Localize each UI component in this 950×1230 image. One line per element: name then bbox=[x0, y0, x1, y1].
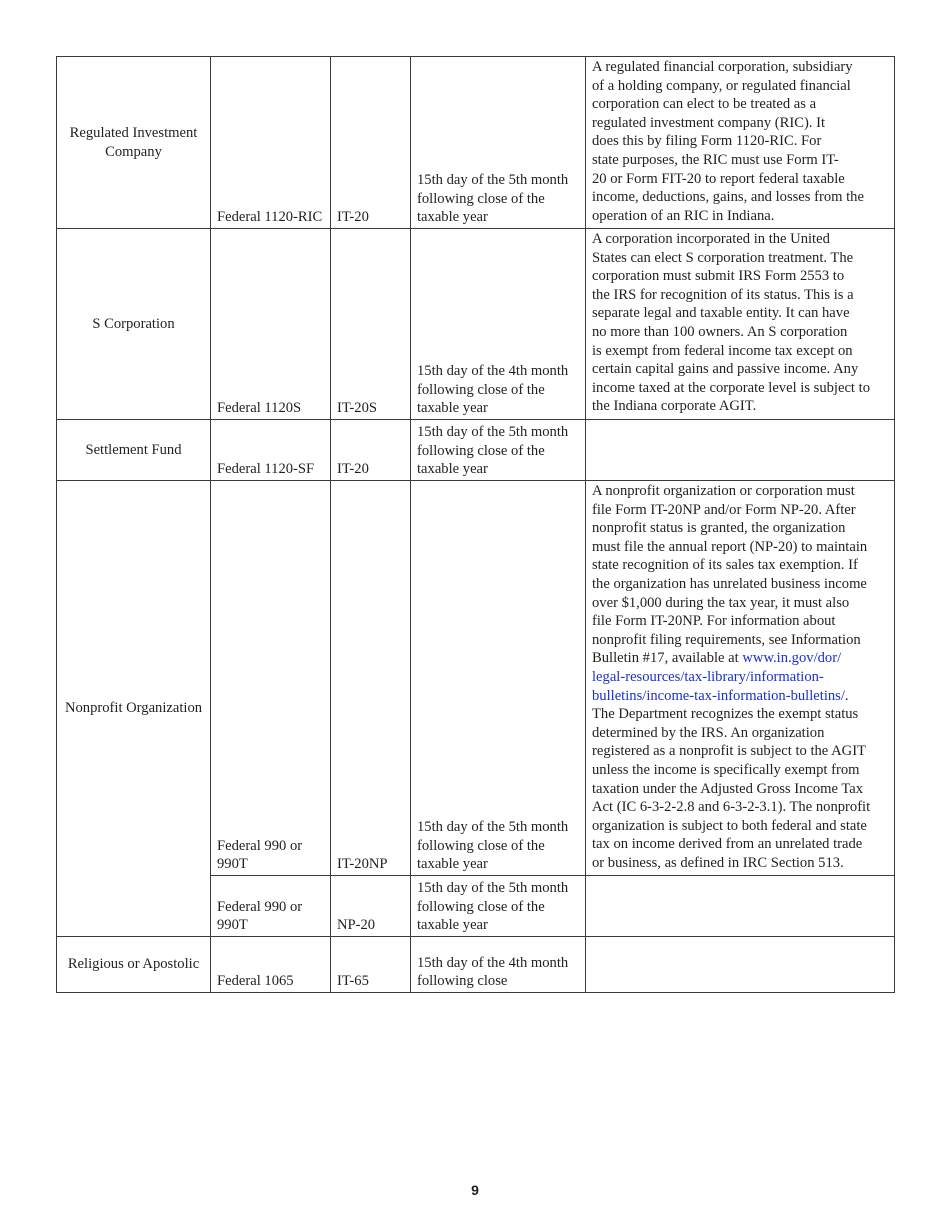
state-form-cell: IT-20 bbox=[331, 420, 411, 481]
notes-cell bbox=[586, 937, 895, 993]
state-form-cell: IT-20 bbox=[331, 57, 411, 229]
note-line: registered as a nonprofit is subject to the AGIT bbox=[592, 743, 866, 760]
note-line: is exempt from federal income tax except on bbox=[592, 342, 853, 359]
note-line bbox=[592, 649, 888, 668]
note-line: determined by the IRS. An organization bbox=[592, 724, 825, 741]
note-line: operation of an RIC in Indiana. bbox=[592, 207, 775, 224]
notes-cell bbox=[586, 229, 895, 420]
note-line: nonprofit filing requirements, see Information bbox=[592, 631, 861, 648]
note-line: income taxed at the corporate level is subject to bbox=[592, 379, 870, 396]
note-line bbox=[592, 687, 888, 706]
note-line: state purposes, the RIC must use Form IT- bbox=[592, 151, 839, 168]
state-form-cell: NP-20 bbox=[331, 876, 411, 937]
note-line: file Form IT-20NP and/or Form NP-20. After bbox=[592, 501, 856, 518]
table-row-religious bbox=[57, 937, 895, 993]
note-line: the IRS for recognition of its status. This is a bbox=[592, 286, 854, 303]
note-line: state recognition of its sales tax exemption. If bbox=[592, 557, 858, 574]
note-line: 20 or Form FIT-20 to report federal taxable bbox=[592, 170, 845, 187]
note-line: nonprofit status is granted, the organization bbox=[592, 520, 846, 537]
info-bulletins-link[interactable]: legal-resources/tax-library/information- bbox=[592, 668, 824, 685]
note-line: file Form IT-20NP. For information about bbox=[592, 613, 836, 630]
due-date-cell: 15th day of the 5th month following close of the taxable year bbox=[411, 57, 586, 229]
note-line: unless the income is specifically exempt from bbox=[592, 761, 860, 778]
federal-form-cell: Federal 1065 bbox=[211, 937, 331, 993]
entity-type-cell: Religious or Apostolic bbox=[57, 937, 211, 993]
table-row-nonprofit bbox=[57, 481, 895, 876]
note-line: certain capital gains and passive income. Any bbox=[592, 361, 859, 378]
note-line: no more than 100 owners. An S corporation bbox=[592, 323, 848, 340]
bulletin-prefix: Bulletin #17, available at bbox=[592, 650, 743, 667]
notes-cell bbox=[586, 481, 895, 876]
note-line: corporation can elect to be treated as a bbox=[592, 96, 817, 113]
link-suffix: . bbox=[844, 687, 849, 704]
table-row-s-corporation bbox=[57, 229, 895, 420]
note-line: or business, as defined in IRC Section 513. bbox=[592, 854, 844, 871]
note-line: Act (IC 6-3-2-2.8 and 6-3-2-3.1). The nonprofit bbox=[592, 799, 871, 816]
note-line: separate legal and taxable entity. It can have bbox=[592, 305, 850, 322]
notes-cell bbox=[586, 420, 895, 481]
note-line: States can elect S corporation treatment. The bbox=[592, 249, 854, 266]
state-form-cell: IT-65 bbox=[331, 937, 411, 993]
note-line: regulated investment company (RIC). It bbox=[592, 114, 826, 131]
info-bulletins-link[interactable]: bulletins/income-tax-information-bulletins/ bbox=[592, 687, 845, 704]
entity-type-cell: Regulated Investment Company bbox=[57, 57, 211, 229]
entity-type-cell: Nonprofit Organization bbox=[57, 481, 211, 937]
filing-requirements-table bbox=[56, 56, 895, 993]
note-line: A nonprofit organization or corporation must bbox=[592, 483, 855, 499]
note-line: does this by filing Form 1120-RIC. For bbox=[592, 133, 822, 150]
note-line: of a holding company, or regulated financial bbox=[592, 77, 851, 94]
federal-form-cell: Federal 1120-SF bbox=[211, 420, 331, 481]
federal-form-cell: Federal 990 or 990T bbox=[211, 481, 331, 876]
note-line: corporation must submit IRS Form 2553 to bbox=[592, 268, 845, 285]
info-bulletins-link[interactable]: www.in.gov/dor/ bbox=[742, 650, 842, 667]
note-line: taxation under the Adjusted Gross Income Tax bbox=[592, 780, 864, 797]
note-line: A regulated financial corporation, subsidiary bbox=[592, 59, 853, 75]
due-date-cell: 15th day of the 5th month following close of the taxable year bbox=[411, 481, 586, 876]
federal-form-cell: Federal 1120-RIC bbox=[211, 57, 331, 229]
table-row-settlement-fund bbox=[57, 420, 895, 481]
note-line: income, deductions, gains, and losses from the bbox=[592, 189, 864, 206]
due-date-cell: 15th day of the 4th month following close bbox=[411, 937, 586, 993]
federal-form-cell: Federal 1120S bbox=[211, 229, 331, 420]
federal-form-cell: Federal 990 or 990T bbox=[211, 876, 331, 937]
state-form-cell: IT-20S bbox=[331, 229, 411, 420]
table-row-ric bbox=[57, 57, 895, 229]
due-date-cell: 15th day of the 5th month following close of the taxable year bbox=[411, 876, 586, 937]
note-line: tax on income derived from an unrelated trade bbox=[592, 836, 863, 853]
note-line: over $1,000 during the tax year, it must also bbox=[592, 594, 850, 611]
page-number: 9 bbox=[471, 1182, 479, 1198]
entity-type-cell: S Corporation bbox=[57, 229, 211, 420]
note-line: A corporation incorporated in the United bbox=[592, 231, 830, 247]
note-line: must file the annual report (NP-20) to maintain bbox=[592, 538, 868, 555]
note-line: the Indiana corporate AGIT. bbox=[592, 398, 757, 415]
entity-type-cell: Settlement Fund bbox=[57, 420, 211, 481]
notes-cell bbox=[586, 57, 895, 229]
note-line: organization is subject to both federal and state bbox=[592, 817, 867, 834]
notes-cell bbox=[586, 876, 895, 937]
due-date-cell: 15th day of the 4th month following close of the taxable year bbox=[411, 229, 586, 420]
due-date-cell: 15th day of the 5th month following close of the taxable year bbox=[411, 420, 586, 481]
note-line: the organization has unrelated business income bbox=[592, 575, 867, 592]
state-form-cell: IT-20NP bbox=[331, 481, 411, 876]
note-line: The Department recognizes the exempt status bbox=[592, 706, 859, 723]
